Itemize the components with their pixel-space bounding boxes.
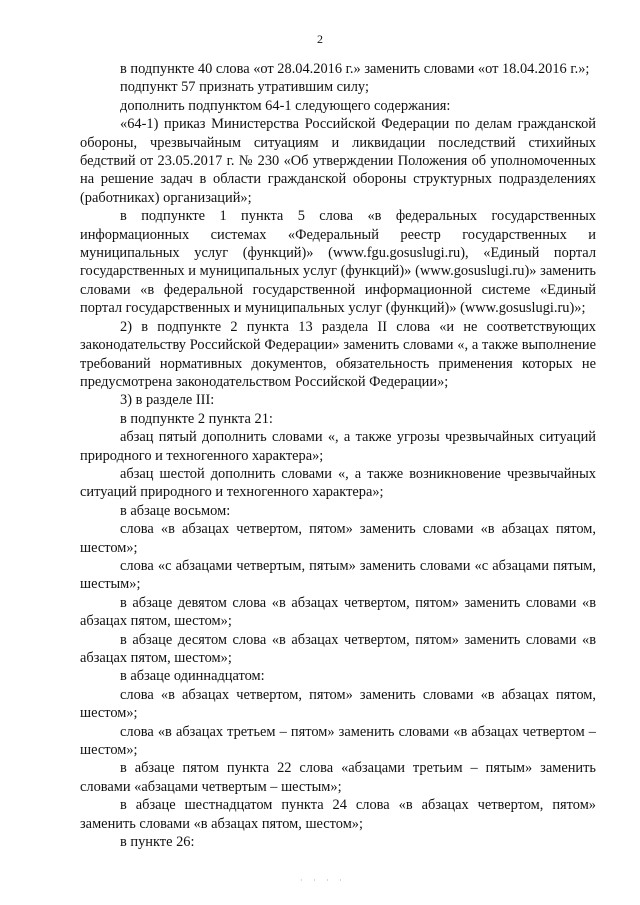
paragraph-11: в абзаце восьмом: <box>120 502 231 519</box>
paragraph-3: дополнить подпунктом 64-1 следующего содержания: <box>120 97 451 114</box>
paragraph-21: в пункте 26: <box>120 834 195 851</box>
paragraph-14: в абзаце девятом слова «в абзацах четвертом, пятом» заменить словами «в абзацах пятом, шестом»; <box>80 594 596 630</box>
page-number: 2 <box>317 32 323 46</box>
paragraph-10: абзац шестой дополнить словами «, а также возникновение чрезвычайных ситуаций природного и техногенного характера»; <box>80 465 596 501</box>
paragraph-15: в абзаце десятом слова «в абзацах четвертом, пятом» заменить словами «в абзацах пятом, шестом»; <box>80 631 596 666</box>
paragraph-9: абзац пятый дополнить словами «, а также угрозы чрезвычайных ситуаций природного и техногенного характера»; <box>80 429 596 464</box>
paragraph-2: подпункт 57 признать утратившим силу; <box>120 79 369 96</box>
paragraph-6: 2) в подпункте 2 пункта 13 раздела II слова «и не соответствующих законодательству Российской Федерации» заменить словами «, а также выполнение требований нормативных документов, обязательность применения которых не предусмотрена законодательством Российской Федерации»; <box>80 318 596 390</box>
paragraph-18: слова «в абзацах третьем – пятом» заменить словами «в абзацах четвертом – шестом»; <box>80 723 596 759</box>
paragraph-4: «64-1) приказ Министерства Российской Федерации по делам гражданской обороны, чрезвычайным ситуациям и ликвидации последствий стихийных бедствий от 23.05.2017 г. № 230 «Об утверждении Положения об уполномоченных на решение задач в области гражданской обороны структурных подразделениях (работниках) организаций»; <box>80 116 596 206</box>
paragraph-13: слова «с абзацами четвертым, пятым» заменить словами «с абзацами пятым, шестым»; <box>80 557 596 593</box>
paragraph-19: в абзаце пятом пункта 22 слова «абзацами третьим – пятым» заменить словами «абзацами четвертым – шестым»; <box>80 760 596 795</box>
paragraph-12: слова «в абзацах четвертом, пятом» заменить словами «в абзацах пятом, шестом»; <box>80 521 596 556</box>
paragraph-20: в абзаце шестнадцатом пункта 24 слова «в абзацах четвертом, пятом» заменить словами «в абзацах пятом, шестом»; <box>80 797 596 832</box>
paragraph-1: в подпункте 40 слова «от 28.04.2016 г.» заменить словами «от 18.04.2016 г.»; <box>120 61 590 77</box>
paragraph-5: в подпункте 1 пункта 5 слова «в федеральных государственных информационных системах «Федеральный реестр государственных и муниципальных услуг (функций)» (www.fgu.gosuslugi.ru), «Единый портал государственных и муниципальных услуг (функций)» (www.gosuslugi.ru)» заменить словами «в федеральной государственной информационной системе «Единый портал государственных и муниципальных услуг (функций)» (www.gosuslugi.ru)»; <box>80 208 596 317</box>
document-body <box>80 60 596 851</box>
paragraph-16: в абзаце одиннадцатом: <box>120 668 265 685</box>
paragraph-7: 3) в разделе III: <box>120 392 215 409</box>
paragraph-17: слова «в абзацах четвертом, пятом» заменить словами «в абзацах пятом, шестом»; <box>80 686 596 722</box>
paragraph-8: в подпункте 2 пункта 21: <box>120 410 273 427</box>
scan-artifact: · · · · <box>300 876 346 885</box>
